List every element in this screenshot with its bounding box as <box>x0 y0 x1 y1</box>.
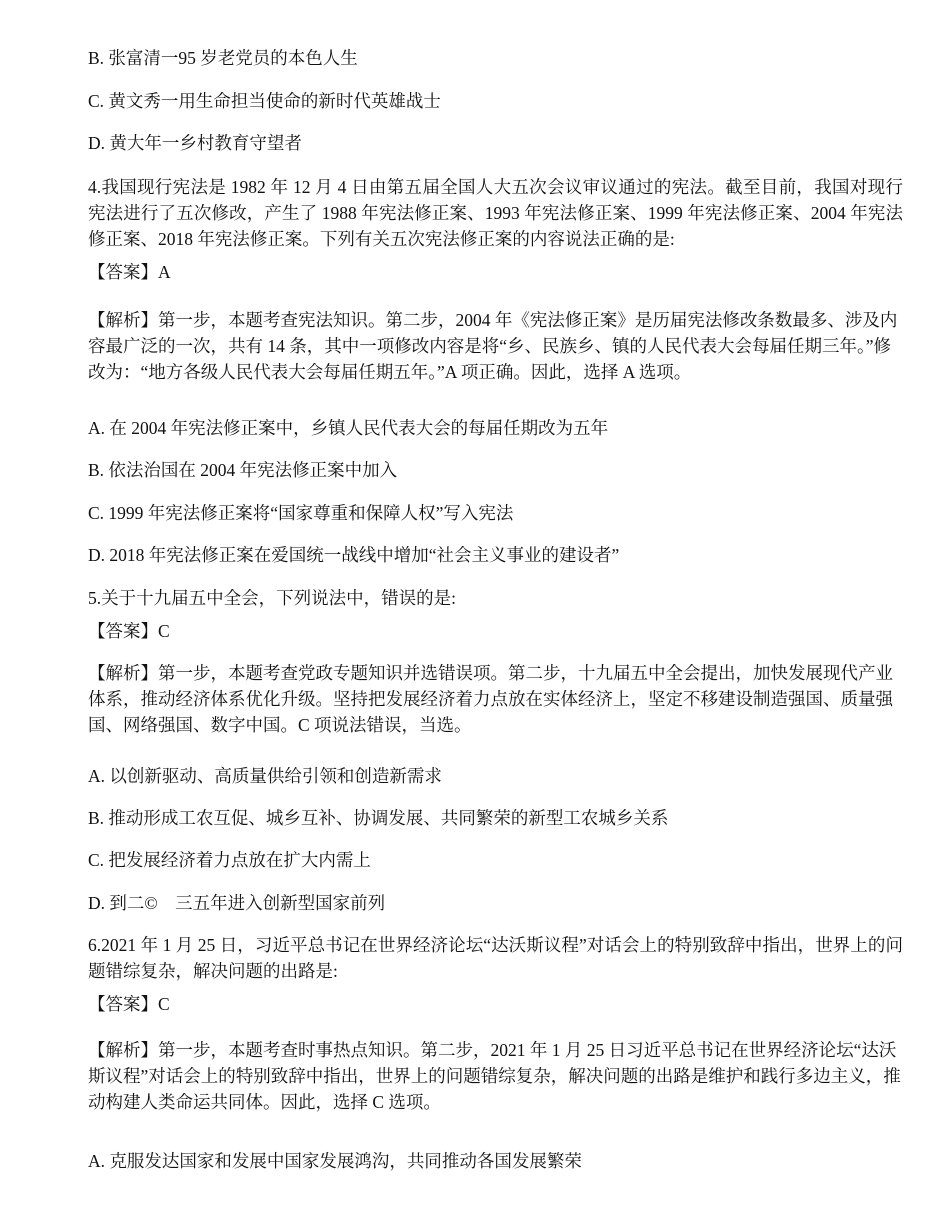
q5-analysis: 【解析】第一步，本题考查党政专题知识并选错误项。第二步，十九届五中全会提出，加快发展现代产业体系，推动经济体系优化升级。坚持把发展经济着力点放在实体经济上，坚定不移建设制造强国、质量强国、网络强国、数字中国。C 项说法错误，当选。 <box>88 663 893 735</box>
q4-stem: 4.我国现行宪法是 1982 年 12 月 4 日由第五届全国人大五次会议审议通过的宪法。截至目前，我国对现行宪法进行了五次修改，产生了 1988 年宪法修正案、1993 年宪法修正案、1999 年宪法修正案、2004 年宪法修正案、2018 年宪法修正案。下列有关五次宪法修正案的内容说法正确的是: <box>88 177 903 249</box>
q4-option-a: A. 在 2004 年宪法修正案中，乡镇人民代表大会的每届任期改为五年 <box>88 418 609 438</box>
q6-stem: 6.2021 年 1 月 25 日，习近平总书记在世界经济论坛“达沃斯议程”对话会上的特别致辞中指出，世界上的问题错综复杂，解决问题的出路是: <box>88 935 903 981</box>
q6-answer: 【答案】C <box>88 994 170 1014</box>
q4-option-d: D. 2018 年宪法修正案在爱国统一战线中增加“社会主义事业的建设者” <box>88 545 620 565</box>
q5-stem: 5.关于十九届五中全会，下列说法中，错误的是: <box>88 588 456 608</box>
q4-analysis: 【解析】第一步，本题考查宪法知识。第二步，2004 年《宪法修正案》是历届宪法修改条数最多、涉及内容最广泛的一次，共有 14 条，其中一项修改内容是将“乡、民族乡、镇的人民代表大会每届任期三年。”修改为：“地方各级人民代表大会每届任期五年。”A 项正确。因此，选择 A 选项。 <box>88 310 898 382</box>
q3-option-d: D. 黄大年一乡村教育守望者 <box>88 133 302 153</box>
q3-option-c: C. 黄文秀一用生命担当使命的新时代英雄战士 <box>88 91 441 111</box>
q6-analysis: 【解析】第一步，本题考查时事热点知识。第二步，2021 年 1 月 25 日习近平总书记在世界经济论坛“达沃斯议程”对话会上的特别致辞中指出，世界上的问题错综复杂，解决问题的出路是维护和践行多边主义，推动构建人类命运共同体。因此，选择 C 选项。 <box>88 1040 901 1112</box>
q5-option-c: C. 把发展经济着力点放在扩大内需上 <box>88 850 371 870</box>
q4-option-b: B. 依法治国在 2004 年宪法修正案中加入 <box>88 460 398 480</box>
q4-option-c: C. 1999 年宪法修正案将“国家尊重和保障人权”写入宪法 <box>88 503 514 523</box>
q6-option-a: A. 克服发达国家和发展中国家发展鸿沟，共同推动各国发展繁荣 <box>88 1151 582 1171</box>
q5-answer: 【答案】C <box>88 621 170 641</box>
q3-option-b: B. 张富清一95 岁老党员的本色人生 <box>88 48 358 68</box>
q5-option-d: D. 到二© 三五年进入创新型国家前列 <box>88 893 386 913</box>
q5-option-b: B. 推动形成工农互促、城乡互补、协调发展、共同繁荣的新型工农城乡关系 <box>88 808 669 828</box>
q4-answer: 【答案】A <box>88 262 171 282</box>
q5-option-a: A. 以创新驱动、高质量供给引领和创造新需求 <box>88 766 442 786</box>
